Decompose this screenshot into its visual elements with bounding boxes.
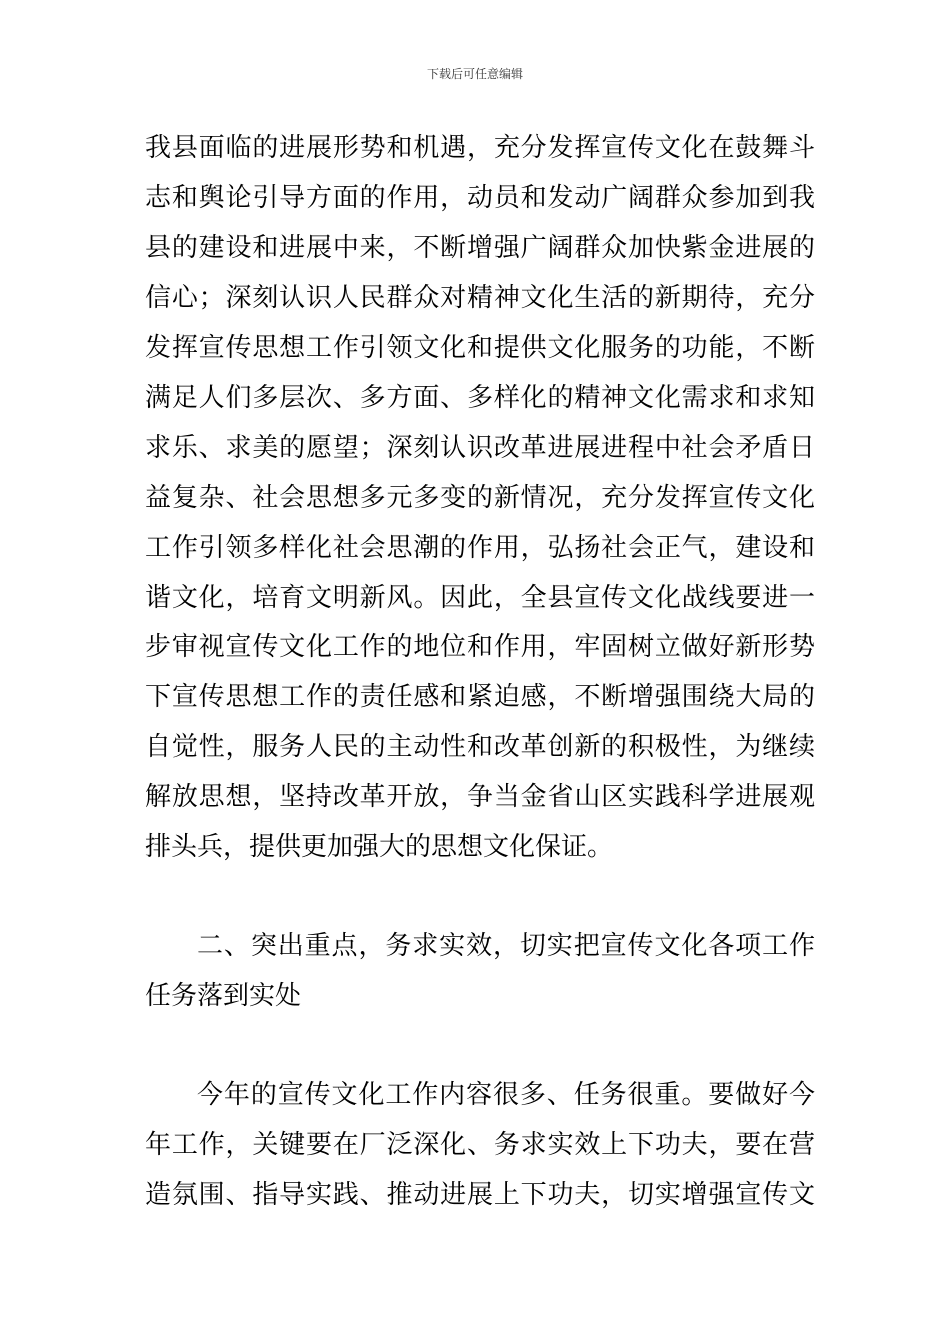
paragraph-1-line: 满足人们多层次、多方面、多样化的精神文化需求和求知 bbox=[145, 383, 815, 413]
paragraph-2-line: 今年的宣传文化工作内容很多、任务很重。要做好今 bbox=[197, 1080, 815, 1110]
paragraph-1-line: 益复杂、社会思想多元多变的新情况，充分发挥宣传文化 bbox=[145, 483, 815, 513]
paragraph-1-line: 工作引领多样化社会思潮的作用，弘扬社会正气，建设和 bbox=[145, 533, 815, 563]
paragraph-1-line: 发挥宣传思想工作引领文化和提供文化服务的功能，不断 bbox=[145, 333, 815, 363]
paragraph-1-line: 解放思想，坚持改革开放，争当金省山区实践科学进展观 bbox=[145, 782, 815, 812]
paragraph-1-line: 排头兵，提供更加强大的思想文化保证。 bbox=[145, 832, 614, 862]
paragraph-1-line: 信心；深刻认识人民群众对精神文化生活的新期待，充分 bbox=[145, 283, 815, 313]
paragraph-1-line: 我县面临的进展形势和机遇，充分发挥宣传文化在鼓舞斗 bbox=[145, 133, 815, 163]
paragraph-2-line: 年工作，关键要在厂泛深化、务求实效上下功夫，要在营 bbox=[145, 1130, 815, 1160]
paragraph-1-line: 县的建设和进展中来，不断增强广阔群众加快紫金进展的 bbox=[145, 233, 815, 263]
paragraph-2-line: 造氛围、指导实践、推动进展上下功夫，切实增强宣传文 bbox=[145, 1180, 815, 1210]
paragraph-1-line: 下宣传思想工作的责任感和紧迫感，不断增强围绕大局的 bbox=[145, 682, 815, 712]
paragraph-1-line: 步审视宣传文化工作的地位和作用，牢固树立做好新形势 bbox=[145, 632, 815, 662]
paragraph-1-line: 求乐、求美的愿望；深刻认识改革进展进程中社会矛盾日 bbox=[145, 433, 815, 463]
paragraph-1-line: 谐文化，培育文明新风。因此，全县宣传文化战线要进一 bbox=[145, 583, 815, 613]
page-header: 下载后可任意编辑 bbox=[426, 67, 523, 81]
paragraph-1-line: 志和舆论引导方面的作用，动员和发动广阔群众参加到我 bbox=[145, 183, 815, 213]
section-heading-line: 任务落到实处 bbox=[145, 981, 302, 1011]
section-heading-line: 二、突出重点，务求实效，切实把宣传文化各项工作 bbox=[197, 931, 815, 961]
paragraph-1-line: 自觉性，服务人民的主动性和改革创新的积极性，为继续 bbox=[145, 732, 815, 762]
